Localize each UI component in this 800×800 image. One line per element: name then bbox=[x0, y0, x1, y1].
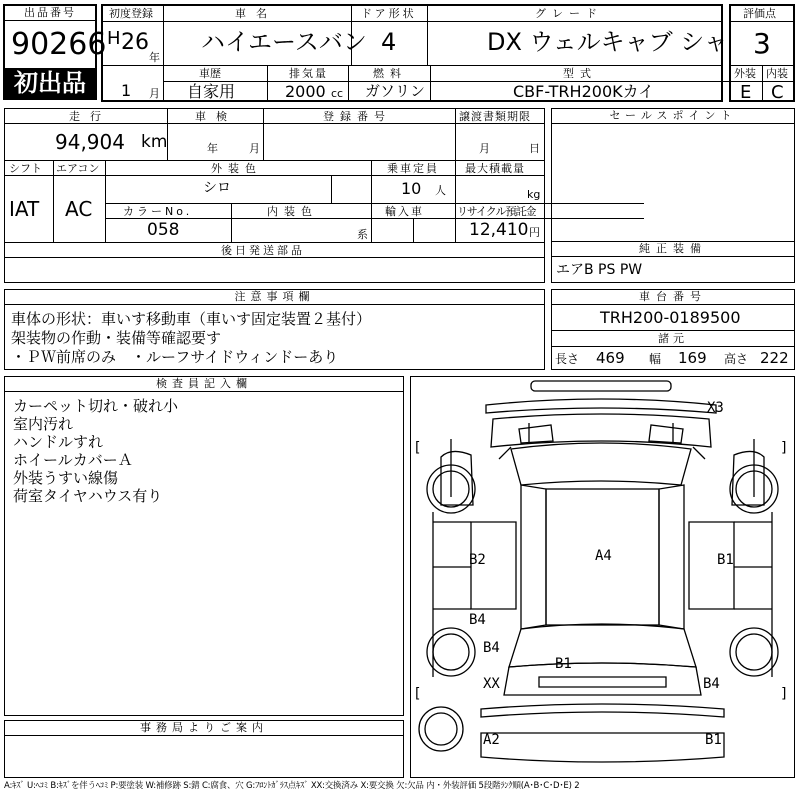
score: 3 bbox=[753, 27, 771, 60]
genuine-equipment: エアB PS PW bbox=[556, 262, 643, 278]
mileage-unit: km bbox=[141, 132, 168, 152]
inspector-line-6: 荷室タイヤハウス有り bbox=[13, 487, 163, 505]
inspector-box bbox=[4, 376, 404, 716]
score-box bbox=[729, 4, 795, 102]
height-label: 高さ bbox=[724, 352, 749, 366]
transfer-day-unit: 日 bbox=[529, 142, 540, 155]
recycle-deposit: 12,410 bbox=[469, 220, 529, 240]
inspection-year-unit: 年 bbox=[207, 142, 218, 155]
bracket-left-bottom: [ bbox=[415, 686, 421, 702]
first-listing-badge: 初出品 bbox=[5, 68, 95, 98]
damage-mark-a4: A4 bbox=[595, 548, 612, 564]
capacity-unit: 人 bbox=[435, 184, 446, 197]
inspector-label: 検査員記入欄 bbox=[5, 377, 403, 392]
recycle-label: リサイクル預託金 bbox=[457, 205, 536, 218]
dims-label: 諸元 bbox=[658, 332, 688, 345]
model-label: 型式 bbox=[563, 67, 597, 80]
caution-line-1: 車体の形状：車いす移動車（車いす固定装置２基付） bbox=[11, 310, 372, 328]
door-type: 4 bbox=[381, 28, 397, 56]
inspection-month-unit: 月 bbox=[249, 142, 260, 155]
sales-point-box bbox=[551, 108, 795, 242]
damage-mark-b1-right: B1 bbox=[717, 552, 734, 568]
damage-mark-b1-bottom: B1 bbox=[705, 732, 722, 748]
history-label: 車歴 bbox=[199, 67, 221, 80]
width: 169 bbox=[678, 349, 707, 367]
mileage-label: 走行 bbox=[69, 110, 111, 123]
shift: IAT bbox=[9, 197, 40, 221]
first-reg-year: 26 bbox=[121, 30, 149, 55]
recycle-unit: 円 bbox=[529, 226, 540, 239]
fuel: ガソリン bbox=[365, 82, 426, 100]
ext-grade: E bbox=[740, 82, 752, 103]
capacity-label: 乗車定員 bbox=[387, 162, 439, 175]
month-unit: 月 bbox=[149, 87, 160, 100]
int-grade: C bbox=[771, 82, 784, 103]
score-label: 評価点 bbox=[743, 7, 776, 20]
inspector-line-5: 外装うすい線傷 bbox=[13, 469, 119, 487]
chassis-label: 車台番号 bbox=[552, 290, 794, 305]
caution-label: 注意事項欄 bbox=[5, 290, 544, 305]
inspector-line-2: 室内汚れ bbox=[13, 415, 74, 433]
chassis-number: TRH200-0189500 bbox=[600, 308, 741, 327]
door-label: ドア形状 bbox=[361, 7, 417, 20]
grade: DX ウェルキャブ シャ bbox=[487, 28, 728, 56]
displacement-label: 排気量 bbox=[289, 67, 328, 80]
reg-no-label: 登録番号 bbox=[323, 110, 391, 123]
max-load-label: 最大積載量 bbox=[465, 162, 525, 175]
caution-line-2: 架装物の作動・装備等確認要す bbox=[11, 329, 222, 347]
grade-label: グレード bbox=[535, 7, 603, 20]
capacity: 10 bbox=[401, 179, 422, 198]
caution-line-3: ・ＰＷ前席のみ ・ルーフサイドウィンドーあり bbox=[11, 348, 339, 366]
bracket-right-top: ] bbox=[781, 440, 787, 456]
car-outline-drawing bbox=[411, 377, 794, 777]
inspector-line-1: カーペット切れ・破れ小 bbox=[13, 397, 179, 415]
year-unit: 年 bbox=[149, 51, 160, 64]
inspector-line-4: ホイールカバーＡ bbox=[13, 451, 133, 469]
genuine-equipment-box bbox=[551, 242, 795, 283]
sales-point-label: セールスポイント bbox=[552, 109, 794, 124]
fuel-label: 燃料 bbox=[373, 67, 407, 80]
damage-mark-b1-center: B1 bbox=[555, 656, 572, 672]
car-diagram bbox=[410, 376, 795, 778]
vehicle-header-box bbox=[101, 4, 728, 102]
int-color-label: 内装色 bbox=[267, 205, 318, 218]
damage-mark-a2: A2 bbox=[483, 732, 500, 748]
specs-box bbox=[4, 108, 545, 283]
length: 469 bbox=[596, 349, 625, 367]
displacement: 2000 bbox=[285, 82, 326, 101]
era: H bbox=[107, 28, 121, 49]
mileage: 94,904 bbox=[55, 130, 125, 154]
shift-label: シフト bbox=[9, 162, 42, 175]
bracket-right-bottom: ] bbox=[781, 686, 787, 702]
history: 自家用 bbox=[187, 82, 236, 101]
office-box bbox=[4, 720, 404, 778]
first-reg-month: 1 bbox=[121, 81, 132, 100]
int-color-unit: 系 bbox=[357, 228, 368, 241]
later-parts-label: 後日発送部品 bbox=[221, 244, 305, 257]
length-label: 長さ bbox=[555, 352, 580, 366]
damage-mark-b4-left: B4 bbox=[469, 612, 486, 628]
damage-mark-b4-right: B4 bbox=[703, 676, 720, 692]
max-load-unit: kg bbox=[527, 188, 541, 201]
office-label: 事務局よりご案内 bbox=[5, 721, 403, 736]
car-name-label: 車名 bbox=[235, 7, 277, 20]
cc-unit: cc bbox=[331, 87, 344, 100]
ext-color: シロ bbox=[203, 180, 231, 196]
import-label: 輸入車 bbox=[385, 205, 424, 218]
ext-color-label: 外装色 bbox=[211, 162, 262, 175]
transfer-month-unit: 月 bbox=[479, 142, 490, 155]
inspection-label: 車検 bbox=[195, 110, 237, 123]
transfer-label: 譲渡書類期限 bbox=[459, 110, 531, 123]
damage-mark-b4-wheel: B4 bbox=[483, 640, 500, 656]
height: 222 bbox=[760, 349, 789, 367]
inspector-line-3: ハンドルすれ bbox=[13, 433, 104, 451]
air-conditioner: AC bbox=[65, 197, 93, 221]
ac-label: エアコン bbox=[56, 162, 100, 175]
damage-mark-x3: X3 bbox=[707, 400, 724, 416]
damage-mark-b2: B2 bbox=[469, 552, 486, 568]
chassis-box bbox=[551, 289, 795, 370]
color-number: 058 bbox=[147, 220, 180, 240]
lot-number-box bbox=[3, 4, 107, 100]
lot-number: 90266 bbox=[11, 27, 107, 62]
damage-mark-xx: XX bbox=[483, 676, 500, 692]
color-no-label: カラーNo. bbox=[123, 205, 193, 218]
legend-text: A:ｷｽﾞ U:ﾍｺﾐ B:ｷｽﾞを伴うﾍｺﾐ P:要塗装 W:補修跡 S:錆 C:腐食、穴 G:ﾌﾛﾝﾄｶﾞﾗｽ点ｷｽﾞ XX:交換済み X:要交換 欠:欠品 内・外装評価 5段階ﾗﾝｸ順(A･B･C･D･E) 2 bbox=[4, 781, 580, 791]
model: CBF-TRH200Kカイ bbox=[513, 82, 655, 101]
first-reg-label: 初度登録 bbox=[109, 7, 153, 20]
ext-label: 外装 bbox=[734, 67, 756, 80]
bracket-left-top: [ bbox=[415, 440, 421, 456]
lot-number-label: 出品番号 bbox=[5, 6, 95, 21]
caution-box bbox=[4, 289, 545, 370]
width-label: 幅 bbox=[649, 352, 662, 366]
int-label: 内装 bbox=[766, 67, 788, 80]
genuine-label: 純正装備 bbox=[552, 242, 794, 257]
car-name: ハイエースバン bbox=[201, 28, 367, 56]
